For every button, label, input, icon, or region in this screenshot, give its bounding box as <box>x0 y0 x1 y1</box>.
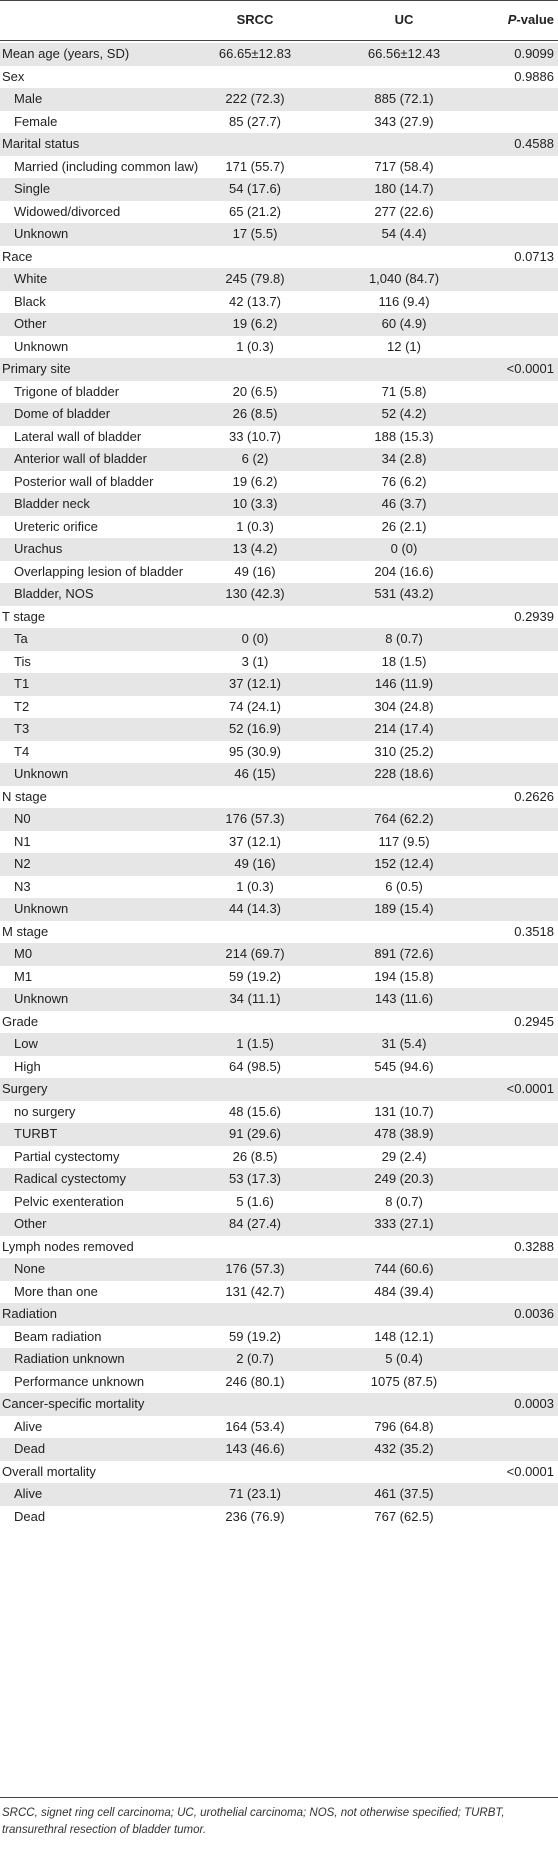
table-section-row <box>0 606 558 629</box>
srcc-cell: 222 (72.3) <box>225 91 285 106</box>
row-label: Other <box>14 316 47 331</box>
srcc-cell: 214 (69.7) <box>225 946 285 961</box>
row-label: Performance unknown <box>14 1373 145 1389</box>
uc-cell: 277 (22.6) <box>374 203 434 219</box>
row-label: Bladder neck <box>14 496 90 511</box>
srcc-cell: 54 (17.6) <box>228 181 282 196</box>
uc-cell: 8 (0.7) <box>385 631 423 646</box>
srcc-cell: 10 (3.3) <box>232 496 278 511</box>
uc-cell: 5 (0.4) <box>385 1351 423 1366</box>
p-value-cell: 0.2945 <box>514 1013 554 1029</box>
p-value-cell: 0.3518 <box>514 923 554 939</box>
row-label: T1 <box>14 676 30 691</box>
table-row <box>0 1168 558 1191</box>
uc-cell: 26 (2.1) <box>381 518 427 534</box>
table-row <box>0 853 558 876</box>
uc-cell: 343 (27.9) <box>374 113 434 129</box>
srcc-cell: 19 (6.2) <box>232 316 278 331</box>
row-label: Widowed/divorced <box>14 203 121 219</box>
srcc-cell: 20 (6.5) <box>232 383 278 399</box>
p-value-cell: 0.9099 <box>514 46 554 61</box>
uc-cell: 46 (3.7) <box>381 496 427 511</box>
srcc-cell: 1 (0.3) <box>236 878 274 894</box>
table-row <box>0 223 558 246</box>
table-row <box>0 876 558 899</box>
srcc-cell: 171 (55.7) <box>225 158 285 174</box>
uc-cell: 461 (37.5) <box>374 1486 434 1501</box>
srcc-cell: 95 (30.9) <box>228 743 282 759</box>
row-label: M0 <box>14 946 33 961</box>
table-row <box>0 1033 558 1056</box>
table-row <box>0 651 558 674</box>
row-label: Lymph nodes removed <box>2 1238 134 1254</box>
uc-cell: 531 (43.2) <box>374 586 434 601</box>
row-label: T stage <box>2 608 46 624</box>
table-row <box>0 313 558 336</box>
row-label: Anterior wall of bladder <box>14 451 147 466</box>
uc-cell: 188 (15.3) <box>374 428 434 444</box>
uc-cell: 767 (62.5) <box>374 1508 434 1524</box>
p-value-cell: 0.4588 <box>514 136 554 151</box>
srcc-cell: 176 (57.3) <box>225 1261 285 1276</box>
srcc-cell: 37 (12.1) <box>228 833 282 849</box>
table-row <box>0 471 558 494</box>
row-label: Race <box>2 248 33 264</box>
uc-cell: 194 (15.8) <box>374 968 434 984</box>
uc-cell: 148 (12.1) <box>374 1328 434 1344</box>
table-row <box>0 966 558 989</box>
row-label: Radiation <box>2 1306 57 1321</box>
row-label: Dead <box>14 1441 46 1456</box>
row-label: Single <box>14 181 51 196</box>
table-row <box>0 741 558 764</box>
table-section-row <box>0 1461 558 1484</box>
srcc-cell: 71 (23.1) <box>228 1486 282 1501</box>
row-label: N stage <box>2 788 47 804</box>
table-row <box>0 1123 558 1146</box>
table-row <box>0 1191 558 1214</box>
row-label: no surgery <box>14 1103 76 1119</box>
uc-cell: 117 (9.5) <box>378 833 430 849</box>
table-row <box>0 628 558 651</box>
row-label: White <box>14 271 48 286</box>
table-row <box>0 943 558 966</box>
table-row <box>0 426 558 449</box>
table-section-row <box>0 786 558 809</box>
table-row <box>0 1326 558 1349</box>
row-label: N1 <box>14 833 31 849</box>
srcc-cell: 17 (5.5) <box>232 226 278 241</box>
table-section-row <box>0 1078 558 1101</box>
row-label: N3 <box>14 878 31 894</box>
row-label: T4 <box>14 743 30 759</box>
table-row <box>0 178 558 201</box>
srcc-cell: 74 (24.1) <box>228 698 282 714</box>
table-section-row <box>0 133 558 156</box>
row-label: Overlapping lesion of bladder <box>14 563 184 579</box>
srcc-cell: 46 (15) <box>234 766 276 781</box>
row-label: Other <box>14 1216 47 1231</box>
srcc-cell: 176 (57.3) <box>225 811 285 826</box>
row-label: Marital status <box>2 136 80 151</box>
srcc-cell: 53 (17.3) <box>228 1171 282 1186</box>
table-row <box>0 111 558 134</box>
row-label: Black <box>14 293 46 309</box>
table-section-row <box>0 246 558 269</box>
uc-cell: 744 (60.6) <box>374 1261 434 1276</box>
table-row <box>0 831 558 854</box>
table-row <box>0 1146 558 1169</box>
uc-cell: 249 (20.3) <box>374 1171 434 1186</box>
uc-cell: 180 (14.7) <box>374 181 434 196</box>
row-label: Surgery <box>2 1081 48 1096</box>
p-value-cell: <0.0001 <box>506 1081 554 1096</box>
srcc-cell: 1 (0.3) <box>236 338 274 354</box>
srcc-cell: 2 (0.7) <box>236 1351 274 1366</box>
srcc-cell: 26 (8.5) <box>232 1148 278 1164</box>
row-label: Alive <box>14 1486 43 1501</box>
srcc-cell: 42 (13.7) <box>228 293 282 309</box>
uc-cell: 228 (18.6) <box>374 766 434 781</box>
table-row <box>0 1258 558 1281</box>
header-srcc: SRCC <box>236 12 274 27</box>
table-section-row <box>0 1236 558 1259</box>
srcc-cell: 33 (10.7) <box>228 428 282 444</box>
table-footnote: SRCC, signet ring cell carcinoma; UC, urothelial carcinoma; NOS, not otherwise specified; TURBT, transurethral resection of bladder tumor. <box>2 1807 505 1836</box>
srcc-cell: 59 (19.2) <box>228 1328 282 1344</box>
uc-cell: 131 (10.7) <box>374 1103 434 1119</box>
uc-cell: 478 (38.9) <box>374 1126 434 1141</box>
row-label: Ureteric orifice <box>14 518 98 534</box>
srcc-cell: 143 (46.6) <box>225 1441 285 1456</box>
row-label: Partial cystectomy <box>14 1148 120 1164</box>
srcc-cell: 37 (12.1) <box>228 676 282 691</box>
row-label: More than one <box>14 1283 98 1299</box>
uc-cell: 1075 (87.5) <box>370 1373 438 1389</box>
row-label: Overall mortality <box>2 1463 96 1479</box>
uc-cell: 152 (12.4) <box>374 856 434 871</box>
row-label: Grade <box>2 1013 39 1029</box>
table-row <box>0 718 558 741</box>
uc-cell: 29 (2.4) <box>381 1148 427 1164</box>
table-section-row <box>0 921 558 944</box>
srcc-cell: 236 (76.9) <box>225 1508 285 1524</box>
table-row <box>0 1506 558 1529</box>
srcc-cell: 64 (98.5) <box>228 1058 282 1074</box>
row-label: Alive <box>14 1418 43 1434</box>
srcc-cell: 131 (42.7) <box>225 1283 285 1299</box>
uc-cell: 18 (1.5) <box>381 653 427 669</box>
uc-cell: 432 (35.2) <box>374 1441 434 1456</box>
srcc-cell: 26 (8.5) <box>232 406 278 421</box>
table-section-row <box>0 66 558 89</box>
uc-cell: 333 (27.1) <box>374 1216 434 1231</box>
srcc-cell: 246 (80.1) <box>225 1373 285 1389</box>
p-value-cell: 0.0003 <box>514 1396 554 1411</box>
uc-cell: 12 (1) <box>387 338 421 354</box>
uc-cell: 52 (4.2) <box>381 406 427 421</box>
table-row <box>0 673 558 696</box>
p-value-cell: 0.0713 <box>514 248 554 264</box>
uc-cell: 60 (4.9) <box>381 316 427 331</box>
uc-cell: 71 (5.8) <box>381 383 427 399</box>
table-row <box>0 808 558 831</box>
row-label: High <box>14 1058 41 1074</box>
srcc-cell: 65 (21.2) <box>228 203 282 219</box>
row-label: Ta <box>14 631 28 646</box>
srcc-cell: 84 (27.4) <box>228 1216 282 1231</box>
srcc-cell: 49 (16) <box>234 563 276 579</box>
header-p-italic: P <box>507 12 517 27</box>
table-row <box>0 538 558 561</box>
table-row <box>0 988 558 1011</box>
table-section-row <box>0 1011 558 1034</box>
table-row <box>0 336 558 359</box>
table-header <box>0 0 558 40</box>
uc-cell: 146 (11.9) <box>374 676 434 691</box>
row-label: N0 <box>14 811 31 826</box>
table-row <box>0 1416 558 1439</box>
table-row <box>0 88 558 111</box>
table-row <box>0 1281 558 1304</box>
uc-cell: 204 (16.6) <box>374 563 434 579</box>
row-label: Posterior wall of bladder <box>14 473 154 489</box>
row-label: Male <box>14 91 43 106</box>
p-value-cell: 0.2939 <box>514 608 554 624</box>
uc-cell: 545 (94.6) <box>374 1058 434 1074</box>
p-value-cell: 0.2626 <box>514 788 554 804</box>
uc-cell: 0 (0) <box>390 541 418 556</box>
srcc-cell: 66.65±12.83 <box>218 46 292 61</box>
header-uc: UC <box>394 12 414 27</box>
srcc-cell: 91 (29.6) <box>228 1126 282 1141</box>
table-row <box>0 696 558 719</box>
table-row <box>0 381 558 404</box>
row-label: TURBT <box>14 1126 58 1141</box>
srcc-cell: 85 (27.7) <box>228 113 282 129</box>
row-label: Cancer-specific mortality <box>2 1396 145 1411</box>
table-row <box>0 156 558 179</box>
uc-cell: 54 (4.4) <box>381 226 427 241</box>
row-label: Radical cystectomy <box>14 1171 126 1186</box>
row-label: N2 <box>14 856 31 871</box>
row-label: Female <box>14 113 58 129</box>
row-label: Mean age (years, SD) <box>2 46 130 61</box>
table-row <box>0 201 558 224</box>
uc-cell: 66.56±12.43 <box>367 46 441 61</box>
srcc-cell: 59 (19.2) <box>228 968 282 984</box>
table-row <box>0 516 558 539</box>
uc-cell: 1,040 (84.7) <box>368 271 440 286</box>
uc-cell: 116 (9.4) <box>378 293 430 309</box>
table-row <box>0 1438 558 1461</box>
table-row <box>0 493 558 516</box>
srcc-cell: 6 (2) <box>241 451 269 466</box>
header-p-suffix: -value <box>516 12 554 27</box>
row-label: T3 <box>14 721 30 736</box>
row-label: Unknown <box>14 991 69 1006</box>
uc-cell: 304 (24.8) <box>374 698 434 714</box>
srcc-cell: 164 (53.4) <box>225 1418 285 1434</box>
uc-cell: 764 (62.2) <box>374 811 434 826</box>
p-value-cell: 0.3288 <box>514 1238 554 1254</box>
table-row <box>0 561 558 584</box>
table-row <box>0 1483 558 1506</box>
srcc-cell: 49 (16) <box>234 856 276 871</box>
row-label: None <box>14 1261 46 1276</box>
srcc-cell: 13 (4.2) <box>232 541 278 556</box>
uc-cell: 484 (39.4) <box>374 1283 434 1299</box>
row-label: Tis <box>14 653 31 669</box>
row-label: Trigone of bladder <box>14 383 120 399</box>
row-label: Sex <box>2 68 25 84</box>
uc-cell: 76 (6.2) <box>381 473 427 489</box>
table-row <box>0 448 558 471</box>
row-label: Bladder, NOS <box>14 586 94 601</box>
row-label: Unknown <box>14 338 69 354</box>
uc-cell: 885 (72.1) <box>374 91 434 106</box>
row-label: M1 <box>14 968 33 984</box>
row-label: Dome of bladder <box>14 406 111 421</box>
table-row <box>0 403 558 426</box>
table-row <box>0 1213 558 1236</box>
row-label: Lateral wall of bladder <box>14 428 142 444</box>
row-label: Urachus <box>14 541 63 556</box>
row-label: Dead <box>14 1508 46 1524</box>
header-p-value <box>466 12 554 27</box>
row-label: M stage <box>2 923 49 939</box>
table-row <box>0 1056 558 1079</box>
row-label: Unknown <box>14 766 69 781</box>
table-row <box>0 583 558 606</box>
table-section-row <box>0 358 558 381</box>
uc-cell: 143 (11.6) <box>374 991 434 1006</box>
table-row <box>0 268 558 291</box>
p-value-cell: <0.0001 <box>506 361 554 376</box>
row-label: Radiation unknown <box>14 1351 125 1366</box>
row-label: Unknown <box>14 226 69 241</box>
table-row <box>0 291 558 314</box>
header-rule <box>0 40 558 41</box>
srcc-cell: 3 (1) <box>241 653 269 669</box>
table-row <box>0 898 558 921</box>
uc-cell: 310 (25.2) <box>374 743 434 759</box>
uc-cell: 189 (15.4) <box>374 901 434 916</box>
row-label: Primary site <box>2 361 71 376</box>
srcc-cell: 52 (16.9) <box>228 721 282 736</box>
bottom-rule <box>0 1797 558 1798</box>
srcc-cell: 245 (79.8) <box>225 271 285 286</box>
row-label: Unknown <box>14 901 69 916</box>
srcc-cell: 19 (6.2) <box>232 473 278 489</box>
table-section-row <box>0 43 558 66</box>
row-label: Pelvic exenteration <box>14 1193 124 1209</box>
row-label: Low <box>14 1036 38 1051</box>
row-label: Married (including common law) <box>14 158 199 174</box>
p-value-cell: <0.0001 <box>506 1463 554 1479</box>
srcc-cell: 44 (14.3) <box>228 901 282 916</box>
table-row <box>0 1101 558 1124</box>
p-value-cell: 0.9886 <box>514 68 554 84</box>
uc-cell: 214 (17.4) <box>374 721 434 736</box>
uc-cell: 31 (5.4) <box>381 1036 427 1051</box>
row-label: Beam radiation <box>14 1328 102 1344</box>
uc-cell: 8 (0.7) <box>385 1193 423 1209</box>
p-value-cell: 0.0036 <box>514 1306 554 1321</box>
table-section-row <box>0 1393 558 1416</box>
uc-cell: 796 (64.8) <box>374 1418 434 1434</box>
table-row <box>0 763 558 786</box>
srcc-cell: 5 (1.6) <box>236 1193 274 1209</box>
srcc-cell: 0 (0) <box>241 631 269 646</box>
uc-cell: 717 (58.4) <box>374 158 434 174</box>
srcc-cell: 1 (1.5) <box>236 1036 274 1051</box>
uc-cell: 6 (0.5) <box>385 878 423 894</box>
srcc-cell: 130 (42.3) <box>225 586 285 601</box>
srcc-cell: 1 (0.3) <box>236 518 274 534</box>
srcc-cell: 34 (11.1) <box>229 991 281 1006</box>
table-section-row <box>0 1303 558 1326</box>
uc-cell: 891 (72.6) <box>374 946 434 961</box>
table-row <box>0 1371 558 1394</box>
srcc-cell: 48 (15.6) <box>228 1103 282 1119</box>
table-row <box>0 1348 558 1371</box>
uc-cell: 34 (2.8) <box>381 451 427 466</box>
row-label: T2 <box>14 698 30 714</box>
